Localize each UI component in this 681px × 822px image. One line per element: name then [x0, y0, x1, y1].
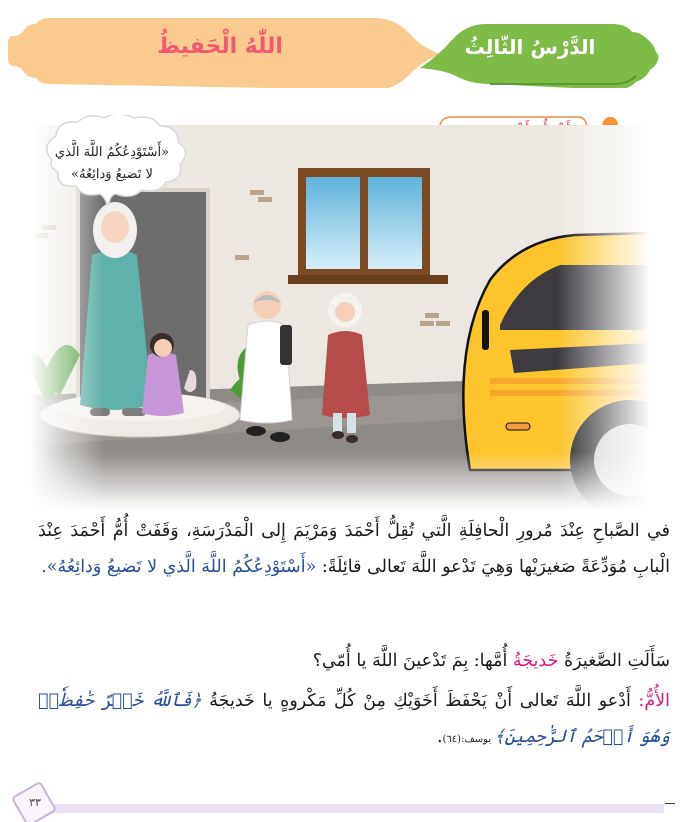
paragraph-2-before: سَأَلَتِ الصَّغيرَةُ: [558, 651, 670, 671]
page-number: ٣٣: [29, 796, 41, 809]
mother-prayer-quote: «أَسْتَوْدِعُكُمُ اللَّهَ الَّذي لا تَضيعُ وَدائِعُهُ»: [46, 557, 317, 577]
lesson-header-banner: [0, 16, 681, 88]
footer-bar: [40, 804, 664, 813]
paragraph-3-text: أَدْعو اللَّهَ تَعالى أَنْ يَحْفَظَ أَخَوَيْكِ مِنْ كُلِّ مَكْروهٍ يا خَديجَةُ: [201, 691, 639, 711]
paragraph-2: [38, 643, 670, 679]
verse-reference: يوسف:(٦٤): [442, 734, 495, 745]
paragraph-1-end: .: [41, 557, 47, 577]
lesson-title: اللّٰهُ الْحَفيظُ: [157, 34, 283, 59]
footer-tick: [665, 803, 675, 804]
paragraph-1-text: في الصَّباحِ عِنْدَ مُرورِ الْحافِلَةِ الَّتي تُقِلُّ أَحْمَدَ وَمَرْيَمَ إِلى الْمَدْرَسَةِ، وَقَفَتْ أُمُّ أَحْمَدَ عِنْدَ الْبابِ مُوَدِّعَةً صَغيرَيْها وَهِيَ تَدْعو اللَّهَ تَعالى قائِلَةً:: [38, 521, 670, 577]
name-khadija: خَديجَةُ: [512, 651, 559, 671]
paragraph-3-end: .: [436, 727, 443, 747]
paragraph-2-after: أُمَّها: بِمَ تَدْعينَ اللَّهَ يا أُمّي؟: [312, 651, 513, 671]
speech-line-1: «أَسْتَوْدِعُكُمُ اللَّهَ الَّذي: [54, 145, 170, 160]
paragraph-1: [38, 513, 670, 585]
quran-verse: ﴿فَٱللَّهُ خَيۡرٌ حَٰفِظٗاۖ وَهُوَ أَرۡحَمُ ٱلرَّٰحِمِينَ﴾: [38, 691, 670, 747]
lesson-number-badge: الدَّرْسُ الثّالِثُ: [464, 35, 596, 59]
speaker-mother: الأُمُّ:: [638, 691, 670, 711]
paragraph-3: [38, 683, 670, 758]
speech-line-2: لا تَضيعُ وَدائِعُهُ»: [71, 167, 153, 182]
speech-bubble-text: [42, 142, 182, 186]
